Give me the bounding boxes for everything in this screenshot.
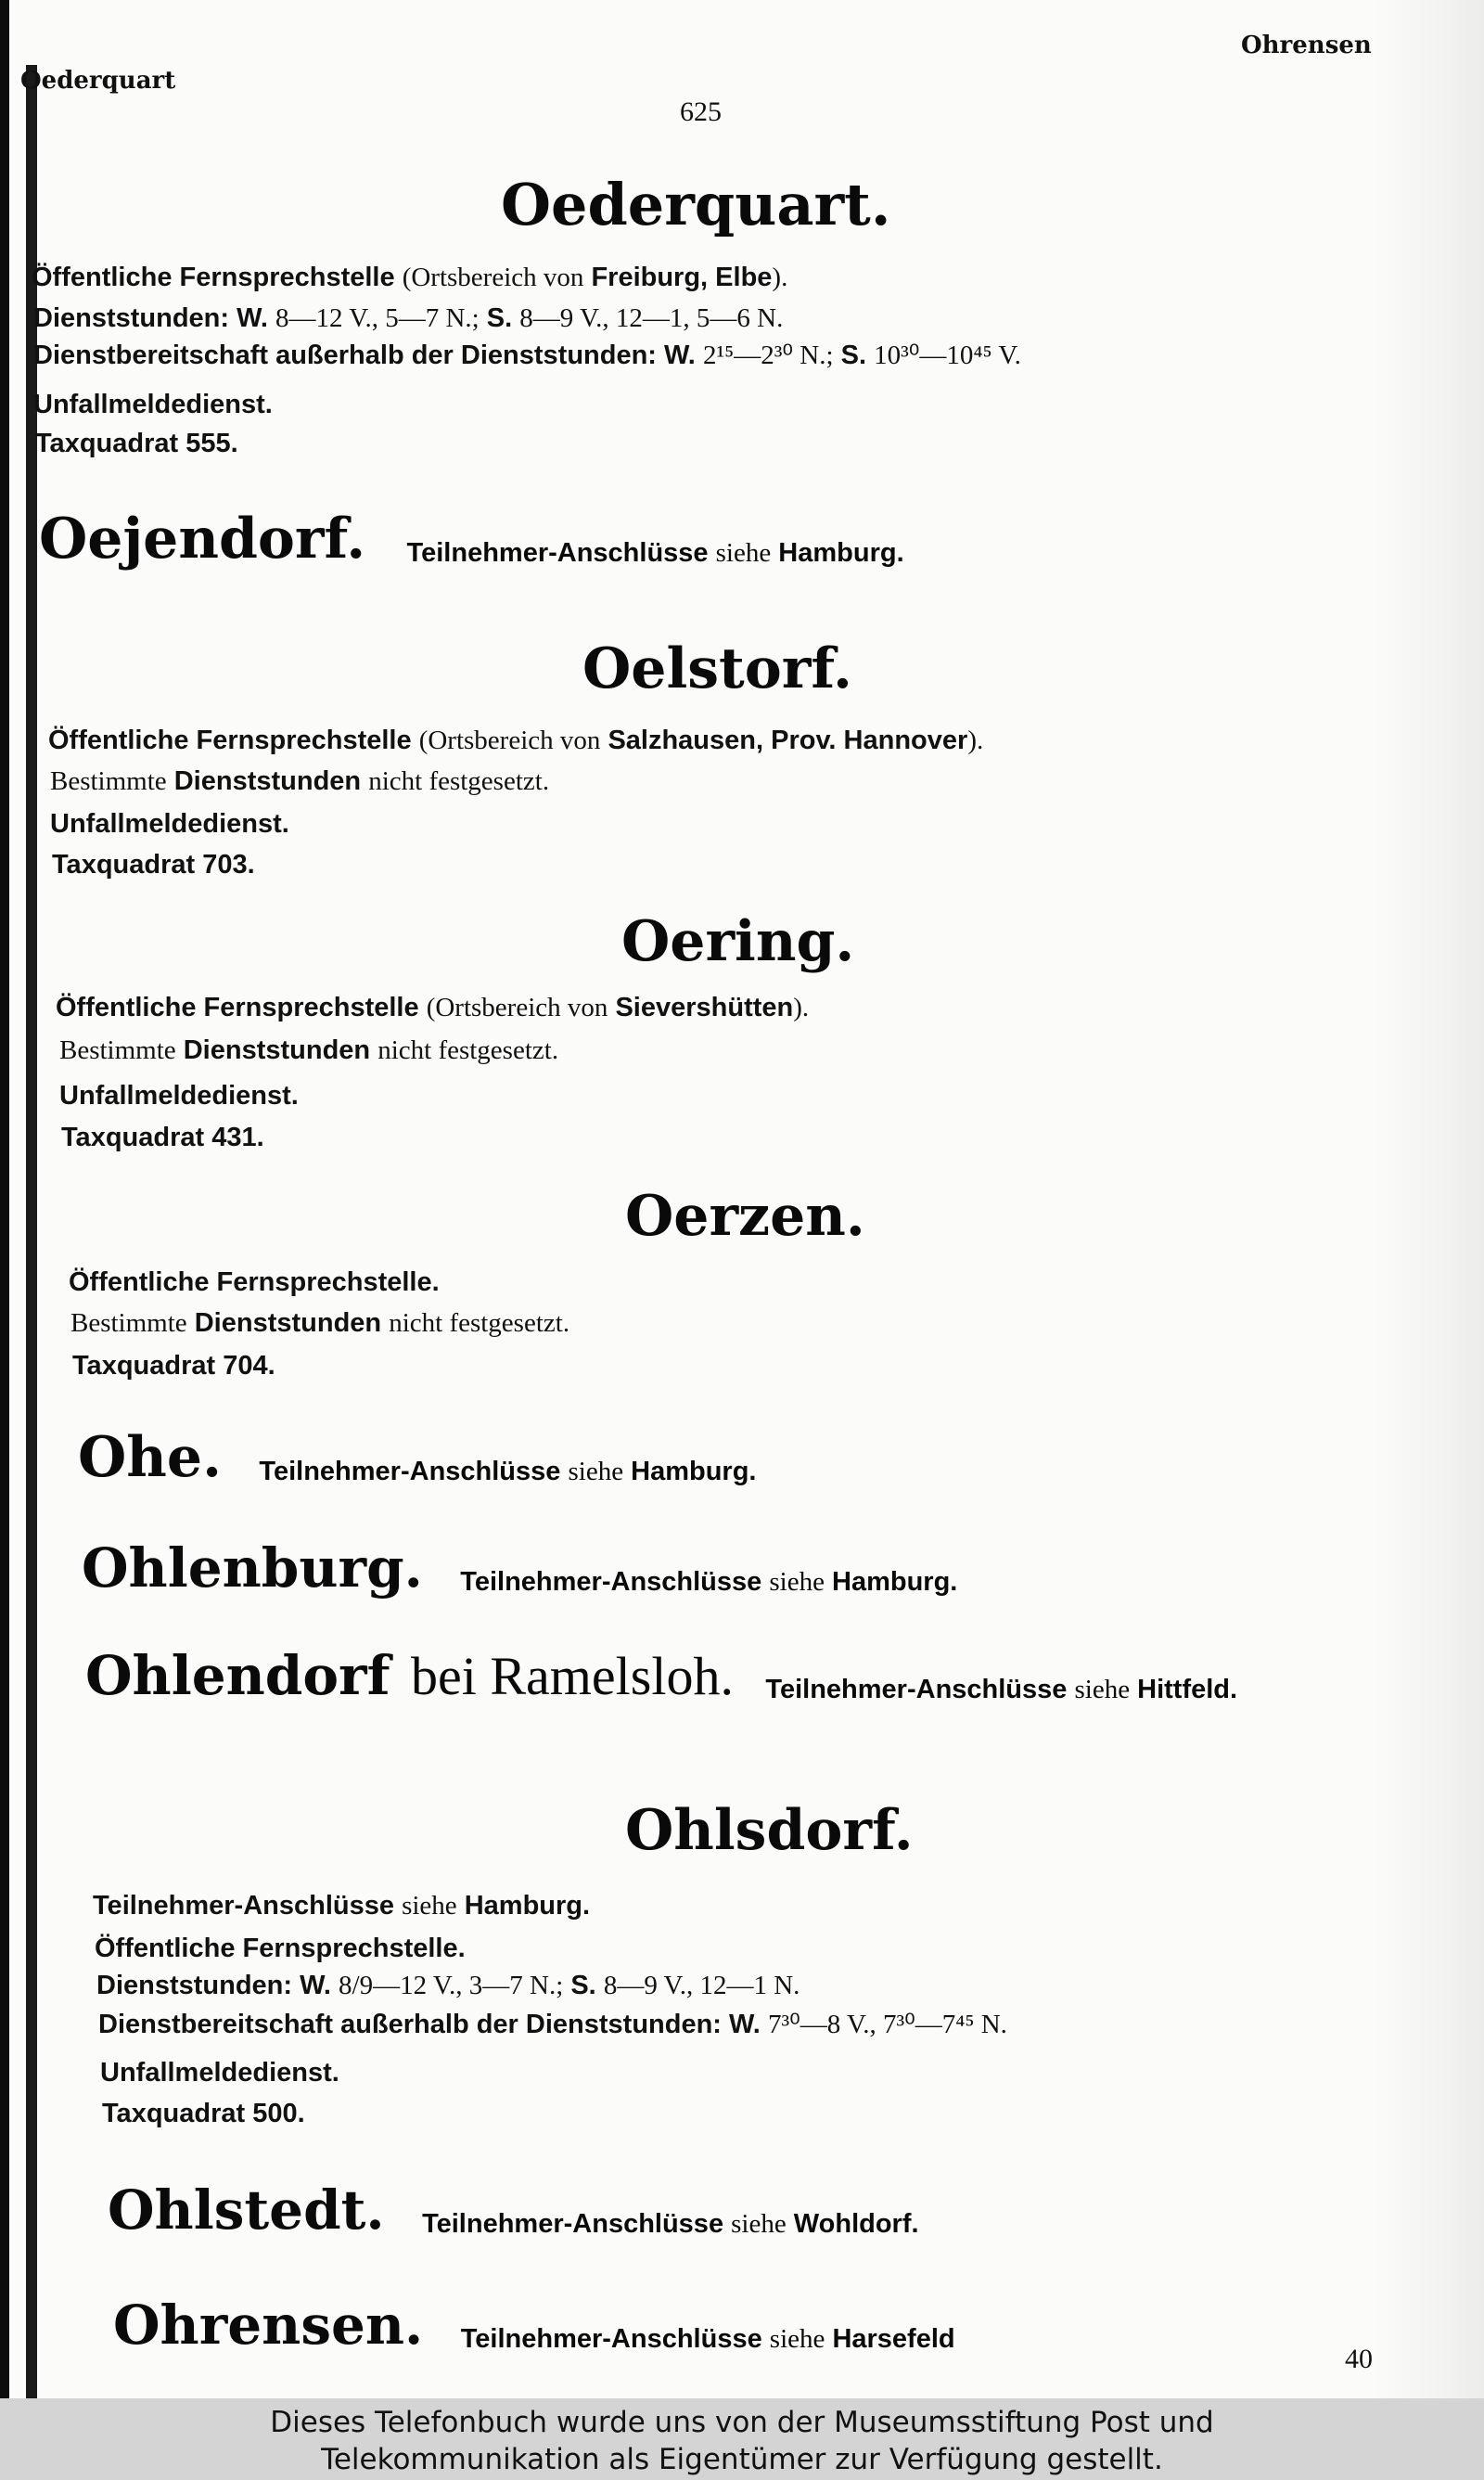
oelstorf-line-2: Bestimmte Dienststunden nicht festgesetzt. (50, 766, 550, 796)
oelstorf-line-1: Öffentliche Fernsprechstelle (Ortsbereich von Salzhausen, Prov. Hannover). (48, 726, 984, 755)
running-header-right: Ohrensen (1241, 32, 1372, 59)
oerzen-line-3: Taxquadrat 704. (72, 1351, 275, 1381)
show-through-bleed (1373, 0, 1484, 2398)
oering-line-3: Unfallmeldedienst. (59, 1081, 299, 1111)
oelstorf-line-4: Taxquadrat 703. (52, 850, 255, 880)
ohlsdorf-line-4: Dienstbereitschaft außerhalb der Dienststunden: W. 7³⁰—8 V., 7³⁰—7⁴⁵ N. (98, 2010, 1007, 2039)
entry-ohlenburg: Ohlenburg. Teilnehmer-Anschlüsse siehe Hamburg. (82, 1536, 958, 1600)
running-header-left: Oederquart (20, 67, 176, 95)
entry-title-ohlendorf: Ohlendorf (85, 1644, 390, 1707)
oederquart-line-3: Dienstbereitschaft außerhalb der Dienststunden: W. 2¹⁵—2³⁰ N.; S. 10³⁰—10⁴⁵ V. (33, 341, 1021, 370)
ohlsdorf-line-6: Taxquadrat 500. (102, 2099, 305, 2128)
ohlsdorf-line-1: Teilnehmer-Anschlüsse siehe Hamburg. (93, 1891, 591, 1921)
entry-ohe: Ohe. Teilnehmer-Anschlüsse siehe Hamburg. (78, 1425, 757, 1490)
entry-title-oederquart: Oederquart. (501, 171, 891, 238)
oering-line-4: Taxquadrat 431. (61, 1123, 264, 1152)
page-number: 625 (680, 96, 722, 127)
entry-title-oering: Oering. (621, 909, 855, 974)
entry-title-oelstorf: Oelstorf. (582, 636, 852, 701)
entry-title-ohlstedt: Ohlstedt. (108, 2178, 385, 2242)
ownership-caption (0, 2398, 1484, 2480)
entry-title-oejendorf: Oejendorf. (39, 507, 366, 572)
oederquart-line-1: Öffentliche Fernsprechstelle (Ortsbereich von Freiburg, Elbe). (32, 263, 788, 292)
page-edge-shadow (0, 0, 9, 2398)
oederquart-line-2: Dienststunden: W. 8—12 V., 5—7 N.; S. 8—9 V., 12—1, 5—6 N. (33, 303, 784, 333)
caption-line-1: Dieses Telefonbuch wurde uns von der Museumsstiftung Post und (270, 2406, 1214, 2439)
entry-ohlendorf: Ohlendorf bei Ramelsloh. Teilnehmer-Anschlüsse siehe Hittfeld. (85, 1644, 1238, 1707)
ohlendorf-bei: bei Ramelsloh. (411, 1646, 734, 1706)
caption-line-2: Telekommunikation als Eigentümer zur Verfügung gestellt. (321, 2443, 1163, 2476)
ohlsdorf-line-2: Öffentliche Fernsprechstelle. (95, 1934, 466, 1963)
oederquart-line-4: Unfallmeldedienst. (33, 390, 273, 419)
entry-ohrensen: Ohrensen. Teilnehmer-Anschlüsse siehe Harsefeld (113, 2294, 955, 2357)
oederquart-line-5: Taxquadrat 555. (35, 429, 238, 458)
ohlsdorf-line-3: Dienststunden: W. 8/9—12 V., 3—7 N.; S. 8—9 V., 12—1 N. (96, 1971, 800, 2000)
entry-title-ohe: Ohe. (78, 1425, 222, 1490)
oerzen-line-1: Öffentliche Fernsprechstelle. (69, 1267, 440, 1297)
entry-title-ohlenburg: Ohlenburg. (82, 1536, 423, 1600)
footer-number: 40 (1345, 2344, 1373, 2374)
oering-line-1: Öffentliche Fernsprechstelle (Ortsbereich von Sievershütten). (56, 993, 810, 1022)
oerzen-line-2: Bestimmte Dienststunden nicht festgesetzt. (70, 1308, 570, 1338)
entry-title-oerzen: Oerzen. (625, 1184, 865, 1249)
entry-title-ohrensen: Ohrensen. (113, 2294, 424, 2357)
oelstorf-line-3: Unfallmeldedienst. (50, 809, 289, 839)
entry-oejendorf: Oejendorf. Teilnehmer-Anschlüsse siehe Hamburg. (39, 507, 904, 572)
entry-ohlstedt: Ohlstedt. Teilnehmer-Anschlüsse siehe Wohldorf. (108, 2178, 919, 2242)
entry-title-ohlsdorf: Ohlsdorf. (625, 1798, 914, 1863)
oering-line-2: Bestimmte Dienststunden nicht festgesetzt. (59, 1035, 559, 1065)
ohlsdorf-line-5: Unfallmeldedienst. (100, 2058, 339, 2088)
